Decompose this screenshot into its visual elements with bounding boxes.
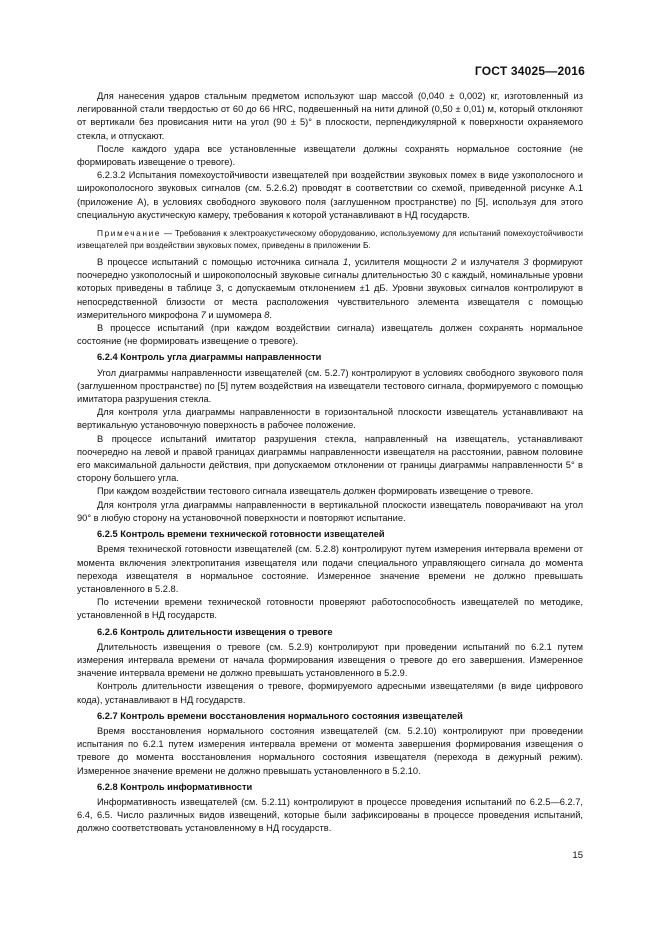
paragraph: Информативность извещателей (см. 5.2.11) контролируют в процессе проведения испытаний по 6.2.5—6.2.7, 6.4, 6.5. Число различных видов извещений, которые были зафиксированы в процессе проведения испытаний, должно соответствовать установленному в НД государств. (77, 796, 583, 834)
paragraph: Время восстановления нормального состояния извещателей (см. 5.2.10) контролируют при проведении испытания по 6.2.1 путем измерения интервала времени от момента завершения формирования извещения о тревоге до момента восстановления нормального состояния извещателя (перехода в дежурный режим). Измеренное значение времени не должно превышать установленного в 5.2.10. (77, 725, 583, 776)
page-number: 15 (572, 850, 583, 861)
figure-ref: 2 (451, 257, 457, 268)
figure-ref: 1 (343, 257, 349, 268)
note (77, 227, 583, 251)
paragraph: Для контроля угла диаграммы направленности в вертикальной плоскости извещатель поворачивают на угол 90° в любую сторону на установочной поверхности и повторяют испытание. (77, 499, 583, 523)
section-heading: 6.2.6 Контроль длительности извещения о тревоге (97, 626, 333, 637)
section-heading: 6.2.4 Контроль угла диаграммы направленности (97, 352, 322, 363)
section-heading: 6.2.5 Контроль времени технической готовности извещателей (97, 529, 385, 540)
figure-ref: 8 (264, 309, 270, 320)
paragraph: Для нанесения ударов стальным предметом используют шар массой (0,040 ± 0,002) кг, изготовленный из легированной стали твердостью от 60 до 66 HRC, подвешенный на нити длиной (0,50 ± 0,01) м, который отклоняют от вертикали без провисания нити на угол (90 ± 5)° в плоскости, перпендикулярной к поверхности охраняемого стекла, и отпускают. (77, 91, 583, 141)
paragraph: Длительность извещения о тревоге (см. 5.2.9) контролируют при проведении испытаний по 6.2.1 путем измерения интервала времени от начала формирования извещения о тревоге до его завершения. Измеренное значение интервала времени не должно превышать установленного в 5.2.9. (77, 641, 583, 679)
paragraph: Контроль длительности извещения о тревоге, формируемого адресными извещателями (в виде цифрового кода), устанавливают в НД государств. (77, 681, 583, 705)
paragraph: Время технической готовности извещателей (см. 5.2.8) контролируют путем измерения интервала времени от момента включения электропитания извещателя или подачи специального управляющего сигнала до момента перехода извещателя в нормальное состояние. Измеренное значение времени не должно превышать установленного в 5.2.8. (77, 544, 583, 594)
figure-ref: 3 (523, 257, 529, 268)
text-run: В процессе испытаний с помощью источника сигнала (97, 257, 343, 268)
text-run: и излучателя (456, 257, 524, 268)
paragraph: После каждого удара все установленные извещатели должны сохранять нормальное состояние (не формировать извещение о тревоге). (77, 143, 583, 168)
text-run: и шумомера (205, 309, 265, 320)
paragraph: В процессе испытаний имитатор разрушения стекла, направленный на извещатель, устанавливают поочередно на левой и правой границах диаграммы направленности извещателя на расстоянии, равном половине его максимальной дальности действия, при допускаемом отклонении от границы диаграммы направленности 5° в сторону большего угла. (77, 433, 583, 484)
running-header: ГОСТ 34025—2016 (474, 64, 585, 78)
figure-ref: 7 (200, 309, 206, 320)
paragraph (77, 256, 583, 322)
paragraph: Угол диаграммы направленности извещателей (см. 5.2.7) контролируют в условиях свободного звукового поля (заглушенном пространстве) по [5] путем воздействия на извещатели тестового сигнала, формируемого с помощью имитатора разрушения стекла. (77, 367, 583, 405)
text-run: , усилителя мощности (348, 257, 452, 268)
paragraph: При каждом воздействии тестового сигнала извещатель должен формировать извещение о тревоге. (97, 486, 534, 497)
paragraph: Для контроля угла диаграммы направленности в горизонтальной плоскости извещатель устанавливают на вертикальную установочную поверхность в рабочее положение. (77, 407, 583, 431)
note-label: Примечание (97, 228, 162, 239)
page-body (77, 90, 583, 836)
section-heading: 6.2.8 Контроль информативности (97, 781, 253, 792)
section-heading: 6.2.7 Контроль времени восстановления нормального состояния извещателей (97, 710, 463, 721)
note-text: — Требования к электроакустическому оборудованию, используемому для испытаний помехоустойчивости извещателей при воздействии звуковых помех, приведены в приложении Б. (77, 228, 583, 251)
paragraph: В процессе испытаний (при каждом воздействии сигнала) извещатель должен сохранять нормальное состояние (не формировать извещение о тревоге). (77, 323, 583, 347)
text-run: формируют поочередно узкополосный и широкополосный звуковые сигналы длительностью 30 с каждый, номинальные уровни которых приведены в таблице 3, с допускаемым отклонением ±1 дБ. Уровни звуковых сигналов контролируют в непосредственной близости от места расположения чувствительного элемента извещателя с помощью измерительного микрофона (77, 257, 583, 320)
paragraph: 6.2.3.2 Испытания помехоустойчивости извещателей при воздействии звуковых помех в виде узкополосного и широкополосного звуковых сигналов (см. 5.2.6.2) проводят в соответствии со схемой, приведенной рисунке А.1 (приложение А), в условиях свободного звукового поля (заглушенном пространстве) по [5], используя для этого специальную акустическую камеру, требования к которой устанавливают в НД государств. (77, 170, 583, 220)
paragraph: По истечении времени технической готовности проверяют работоспособность извещателей по методике, установленной в НД государств. (77, 597, 583, 621)
text-run: . (269, 309, 272, 320)
